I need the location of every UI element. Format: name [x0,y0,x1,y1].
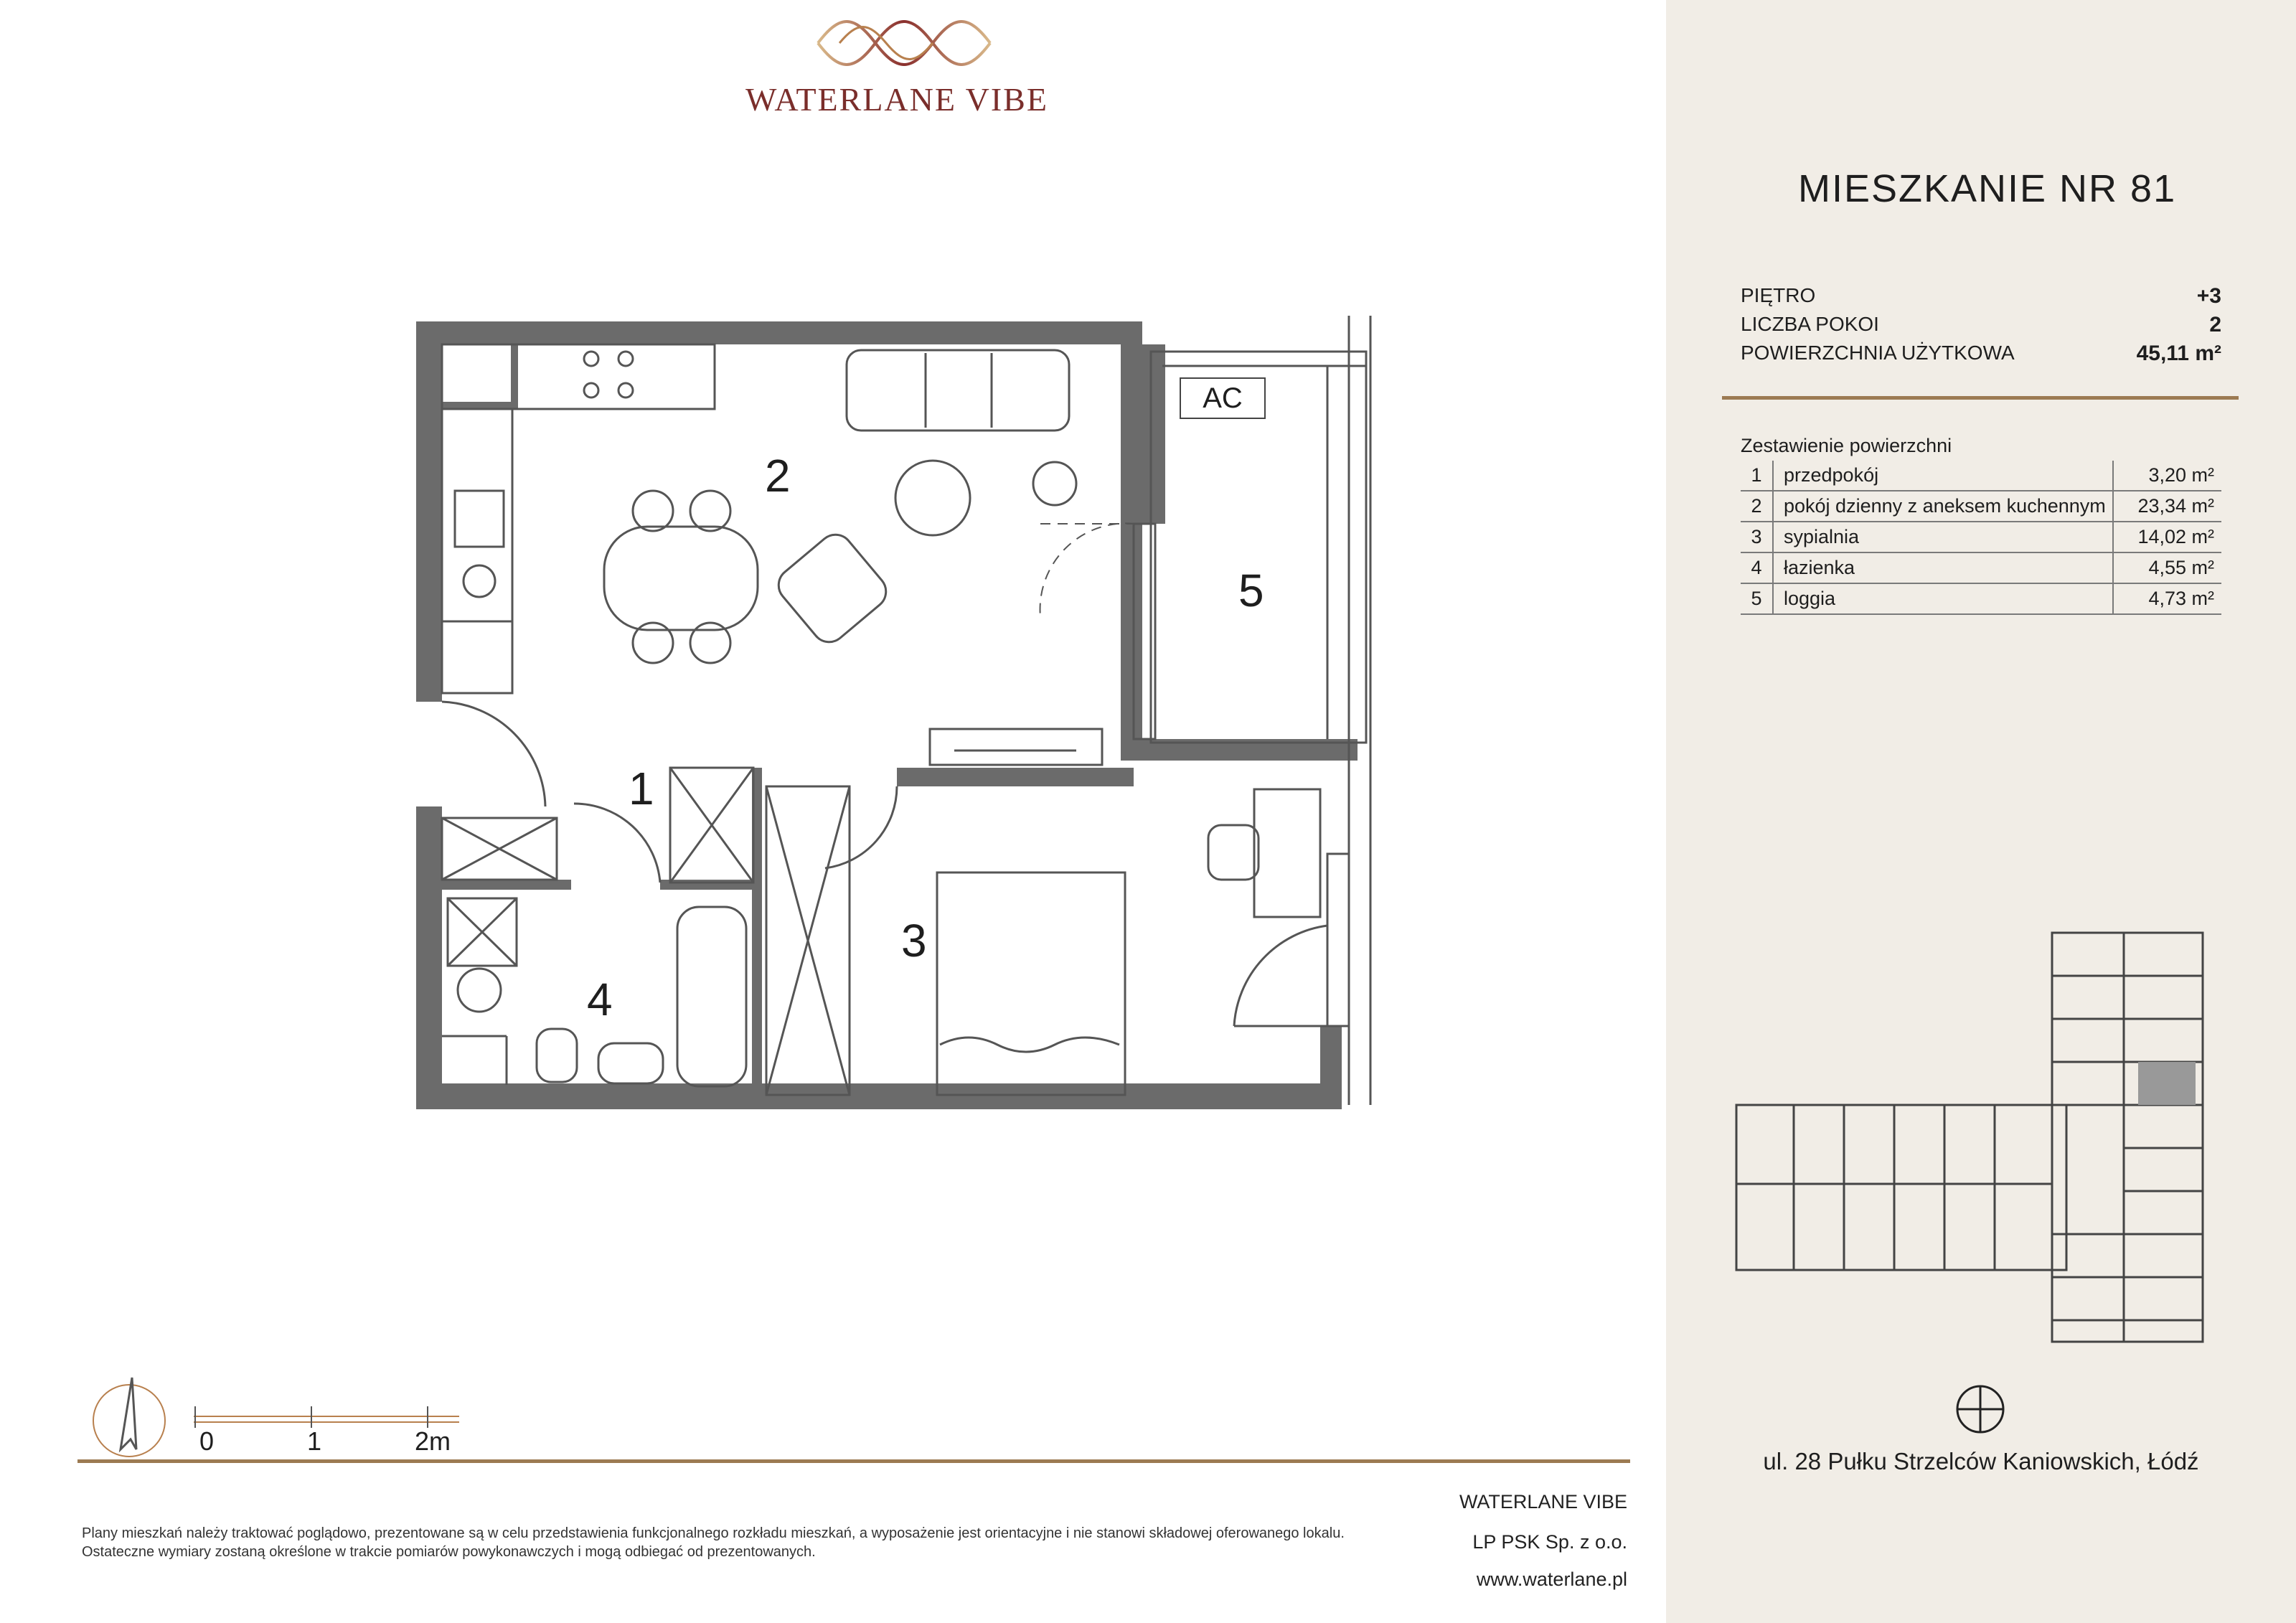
room-area: 23,34 m² [2113,491,2221,522]
disclaimer [82,1524,1445,1561]
floor-value: +3 [2196,284,2221,308]
areas-table-row [1741,491,2221,522]
disclaimer-line-2: Ostateczne wymiary zostaną określone w trakcie pomiarów powykonawczych i mogą odbiegać od prezentowanych. [82,1544,816,1560]
developer-name: WATERLANE VIBE [1459,1491,1627,1513]
address: ul. 28 Pułku Strzelców Kaniowskich, Łódź [1763,1448,2199,1474]
room-area: 4,55 m² [2113,552,2221,583]
row-number: 2 [1741,491,1773,522]
building-key-plan [1722,918,2224,1378]
areas-table-row [1741,552,2221,583]
scale-label-2m: 2m [415,1426,451,1456]
ac-unit-label: AC [1180,377,1266,419]
developer-company: LP PSK Sp. z o.o. [1472,1531,1627,1553]
room-name: loggia [1773,583,2113,614]
room-number-2: 2 [765,450,791,502]
row-number: 3 [1741,522,1773,552]
info-sidebar [1666,0,2296,1623]
room-area: 3,20 m² [2113,461,2221,491]
logo-wordmark: WATERLANE VIBE [745,81,1048,118]
scale-label-0: 0 [199,1426,215,1456]
area-value: 45,11 m² [2136,342,2221,365]
room-name: sypialnia [1773,522,2113,552]
areas-table-row [1741,583,2221,614]
row-number: 1 [1741,461,1773,491]
room-area: 4,73 m² [2113,583,2221,614]
row-number: 4 [1741,552,1773,583]
scale-label-1: 1 [307,1426,322,1456]
footer-divider [77,1459,1630,1463]
areas-table [1741,461,2221,615]
row-number: 5 [1741,583,1773,614]
rooms-value: 2 [2209,313,2221,337]
room-number-5: 5 [1238,565,1264,616]
area-label: POWIERZCHNIA UŻYTKOWA [1741,342,2015,364]
compass-icon [1952,1380,2009,1438]
info-divider [1722,396,2239,400]
developer-website-link[interactable]: www.waterlane.pl [1476,1568,1627,1590]
areas-table-row [1741,522,2221,552]
rooms-label: LICZBA POKOI [1741,313,1879,335]
room-number-4: 4 [587,974,613,1025]
disclaimer-line-1: Plany mieszkań należy traktować poglądowo, prezentowane są w celu przedstawienia funkcjonalnego rozkładu mieszkań, a wyposażenie jest orientacyjne i nie stanowi składowej oferowanego lokalu. [82,1525,1345,1541]
room-name: przedpokój [1773,461,2113,491]
areas-table-title: Zestawienie powierzchni [1741,435,1952,456]
areas-table-row [1741,461,2221,491]
room-number-3: 3 [901,915,927,966]
floor-label: PIĘTRO [1741,284,1816,306]
north-arrow-icon [86,1370,172,1464]
room-number-1: 1 [629,763,654,814]
room-name: pokój dzienny z aneksem kuchennym [1773,491,2113,522]
room-name: łazienka [1773,552,2113,583]
apartment-title: MIESZKANIE NR 81 [1798,167,2177,210]
floor-plan-drawing [402,309,1385,1119]
room-area: 14,02 m² [2113,522,2221,552]
